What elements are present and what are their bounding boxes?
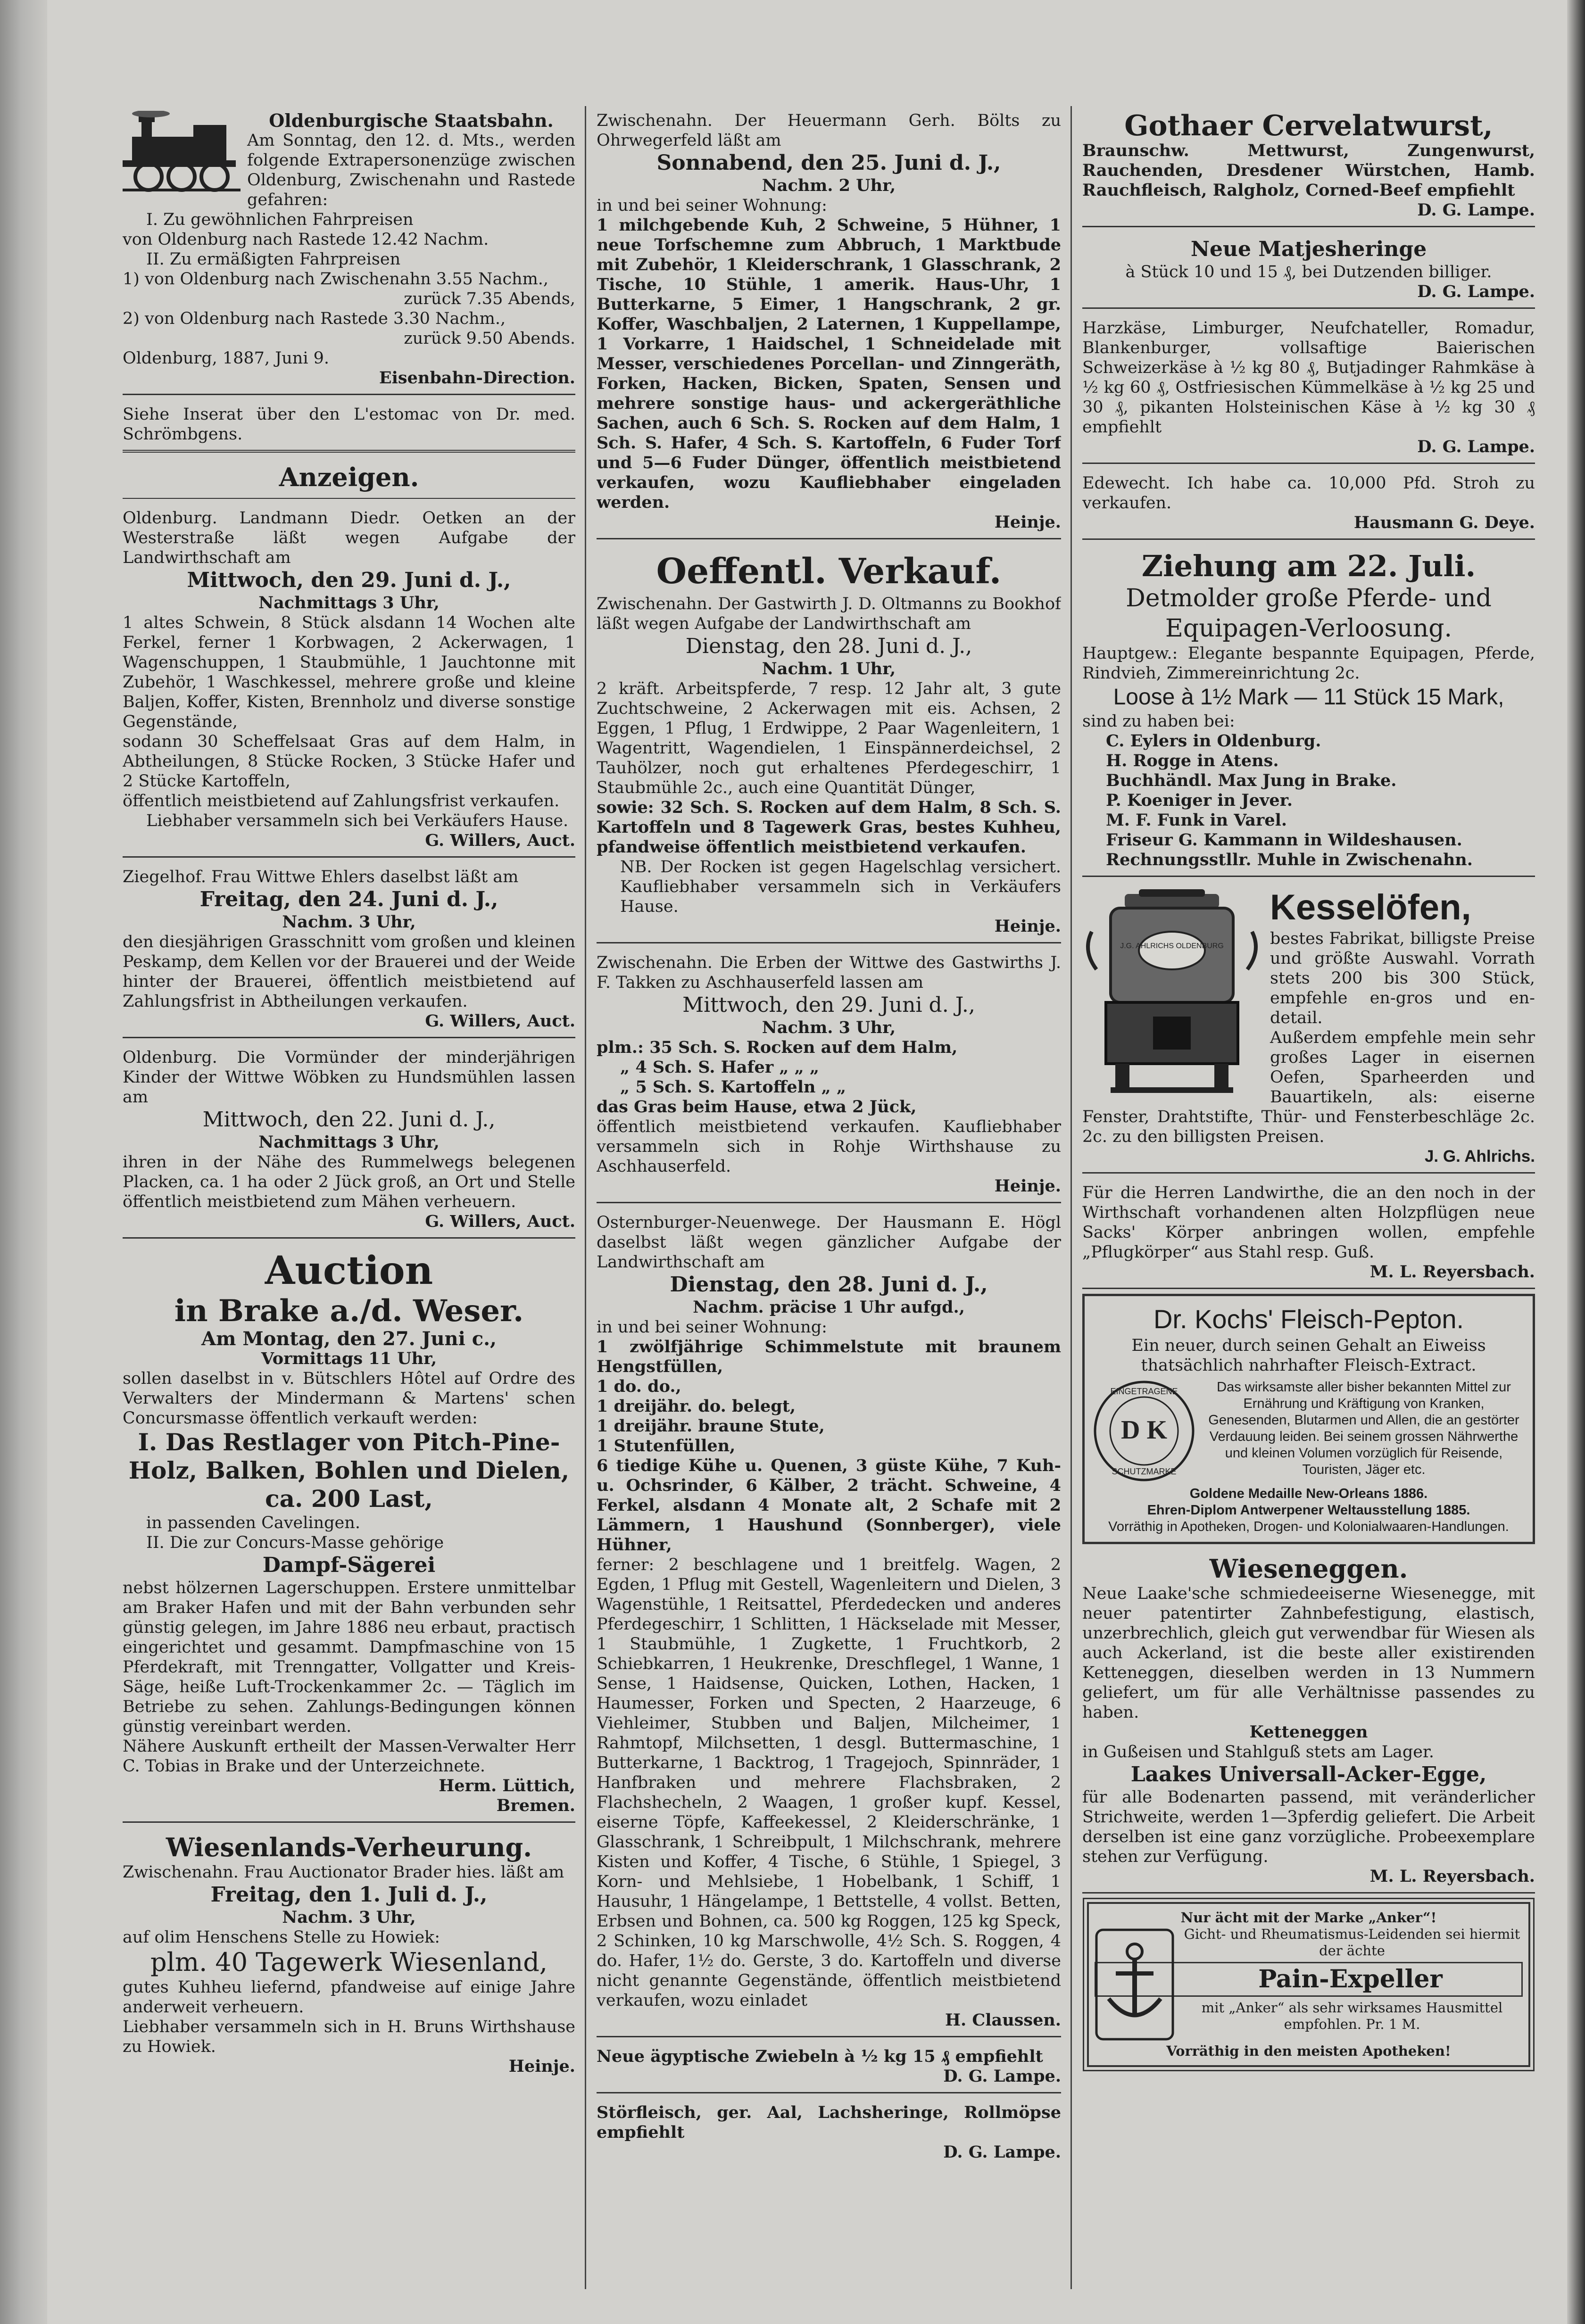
- ad-text: sodann 30 Scheffelsaat Gras auf dem Halm, in Abtheilungen, 8 Stücke Rocken, 3 Stücke Hafer und 2 Stücke Kartoffeln,: [123, 732, 575, 791]
- ad-signature: D. G. Lampe.: [943, 2142, 1061, 2162]
- ad-text: in passenden Cavelingen.: [146, 1513, 360, 1532]
- seal-top-text: EINGETRAGENE: [1110, 1387, 1178, 1396]
- ad-title: Kesselöfen,: [1270, 887, 1471, 927]
- ad-text: in und bei seiner Wohnung:: [597, 196, 827, 215]
- ad-signature: Hausmann G. Deye.: [1353, 513, 1535, 532]
- ad-text: „ 5 Sch. S. Kartoffeln „ „: [620, 1077, 846, 1097]
- ad-kesseloefen: [1082, 882, 1535, 1174]
- ad-text: von Oldenburg nach Rastede 12.42 Nachm.: [123, 230, 489, 249]
- ad-text: ihren in der Nähe des Rummelwegs belegenen Placken, ca. 1 ha oder 2 Jück groß, an Ort und Stelle öffentlich meistbietend zum Mähen verheuern.: [123, 1153, 575, 1211]
- ad-text: zurück 9.50 Abends.: [404, 329, 575, 348]
- ad-hoegl: [597, 1208, 1061, 2037]
- trademark-seal-icon: [1092, 1379, 1196, 1483]
- ad-text: Außerdem empfehle mein sehr großes Lager in eisernen Oefen, Sparheerden und Bauartikeln, als: eiserne Fenster, Drahtstifte, Thür- und Fensterbeschläge 2c. 2c. zu den billigsten Preisen.: [1082, 1028, 1535, 1146]
- ad-text: I. Zu gewöhnlichen Fahrpreisen: [146, 210, 414, 229]
- ad-subtitle: in Brake a./d. Weser.: [174, 1293, 524, 1329]
- ad-signature: G. Willers, Auct.: [425, 831, 575, 850]
- ad-text: Siehe Inserat über den L'estomac von Dr. med. Schrömbgens.: [123, 405, 575, 444]
- ad-stroh: [1082, 469, 1535, 540]
- column-rule: [1070, 106, 1072, 2289]
- column-rule: [585, 106, 586, 2289]
- ad-text: Zwischenahn. Die Erben der Wittwe des Gastwirths J. F. Takken zu Aschhauserfeld lassen am: [597, 953, 1061, 992]
- ad-signature: Herm. Lüttich,: [439, 1776, 575, 1795]
- ad-signature: D. G. Lampe.: [1417, 200, 1535, 220]
- ad-award: Ehren-Diplom Antwerpener Weltausstellung 1885.: [1147, 1503, 1470, 1518]
- ad-auction-brake: [123, 1243, 575, 1823]
- ad-signature: M. L. Reyersbach.: [1369, 1867, 1535, 1886]
- ad-time: Nachmittags 3 Uhr,: [258, 593, 440, 612]
- ad-text: Ziegelhof. Frau Wittwe Ehlers daselbst läßt am: [123, 868, 519, 886]
- ad-text: öffentlich meistbietend verkaufen. Kaufliebhaber versammeln sich in Rohje Wirthshause zu Aschhauserfeld.: [597, 1117, 1061, 1176]
- stove-illustration: [1082, 889, 1261, 1097]
- ad-text: 1 do. do.,: [597, 1377, 681, 1396]
- ad-text: Liebhaber versammeln sich in H. Bruns Wirthshause zu Howiek.: [123, 2018, 575, 2056]
- ad-signature: D. G. Lampe.: [1417, 437, 1535, 456]
- ad-text: II. Die zur Concurs-Masse gehörige: [146, 1533, 444, 1552]
- ad-text: Zwischenahn. Der Gastwirth J. D. Oltmanns zu Bookhof läßt wegen Aufgabe der Landwirthschaft am: [597, 595, 1061, 633]
- ad-title: Wieseneggen.: [1209, 1554, 1408, 1584]
- ad-text: Hauptgew.: Elegante bespannte Equipagen, Pferde, Rindvieh, Zimmereinrichtung 2c.: [1082, 644, 1535, 683]
- ad-title: Ziehung am 22. Juli.: [1141, 549, 1476, 583]
- book-binding: [0, 0, 47, 2324]
- vendor-item: Rechnungsstllr. Muhle in Zwischenahn.: [1106, 850, 1473, 869]
- ad-subtitle: Ketteneggen: [1249, 1722, 1368, 1742]
- ad-stoerfleisch: [597, 2098, 1061, 2168]
- ad-pain-expeller: [1087, 1902, 1530, 2067]
- vendor-item: Buchhändl. Max Jung in Brake.: [1106, 771, 1397, 790]
- ad-text: Nähere Auskunft ertheilt der Massen-Verwalter Herr C. Tobias in Brake und der Unterzeichnete.: [123, 1737, 575, 1776]
- vendor-item: M. F. Funk in Varel.: [1106, 811, 1287, 830]
- ad-date: Sonnabend, den 25. Juni d. J.,: [656, 151, 1001, 175]
- ad-zwiebeln: [597, 2042, 1061, 2093]
- ad-time: Nachm. präcise 1 Uhr aufgd.,: [693, 1298, 965, 1317]
- ad-date: Dienstag, den 28. Juni d. J.,: [685, 634, 972, 658]
- ad-signature: Heinje.: [508, 2057, 575, 2076]
- ad-text: 1 dreijähr. braune Stute,: [597, 1416, 825, 1436]
- stove-plate-text: J.G. AHLRICHS OLDENBURG: [1120, 942, 1224, 950]
- ad-signature: M. L. Reyersbach.: [1369, 1262, 1535, 1282]
- ad-text: das Gras beim Hause, etwa 2 Jück,: [597, 1097, 917, 1117]
- ad-text: nebst hölzernen Lagerschuppen. Erstere unmittelbar am Braker Hafen und mit der Bahn verbunden sehr günstig gelegen, im Jahre 1886 neu erbaut, practisch eingerichtet und gesammt. Dampfmaschine von 15 Pferdekraft, mit Trenngatter, Vollgatter und Kreis-Säge, heiße Luft-Trockenkammer 2c. — Täglich im Betriebe zu sehen. Zahlungs-Bedingungen können günstig vereinbart werden.: [123, 1579, 575, 1736]
- ad-date: Freitag, den 24. Juni d. J.,: [199, 887, 498, 911]
- ad-oeffentl-verkauf: [597, 544, 1061, 943]
- ad-matjes: [1082, 232, 1535, 309]
- ad-header: Nur ächt mit der Marke „Anker“!: [1180, 1910, 1437, 1926]
- ad-item: I. Das Restlager von Pitch-Pine-Holz, Balken, Bohlen und Dielen, ca. 200 Last,: [128, 1428, 570, 1513]
- ad-text: Edewecht. Ich habe ca. 10,000 Pfd. Stroh zu verkaufen.: [1082, 474, 1535, 513]
- ad-text: Zwischenahn. Frau Auctionator Brader hies. läßt am: [123, 1863, 564, 1882]
- ad-text: Ein neuer, durch seinen Gehalt an Eiweiss thatsächlich nahrhafter Fleisch-Extract.: [1131, 1336, 1486, 1375]
- ad-text: den diesjährigen Grasschnitt vom großen und kleinen Peskamp, dem Kellen vor der Brauerei und der Weide hinter der Brauerei, öffentlich meistbietend auf Zahlungsfrist in Abtheilungen verkaufen.: [123, 933, 575, 1011]
- ad-title: Auction: [265, 1248, 433, 1293]
- ad-woebken: [123, 1043, 575, 1239]
- ad-text: für alle Bodenarten passend, mit veränderlicher Strichweite, werden 1—3pferdig geliefert. Die Arbeit derselben ist eine ganz vorzügliche. Probeexemplare stehen zur Verfügung.: [1082, 1788, 1535, 1866]
- ad-subtitle: Equipagen-Verloosung.: [1165, 614, 1452, 643]
- ad-text: „ 4 Sch. S. Hafer „ „ „: [620, 1058, 820, 1077]
- page-edge: [1567, 0, 1585, 2324]
- ad-text: Störfleisch, ger. Aal, Lachsheringe, Rollmöpse empfiehlt: [597, 2103, 1061, 2142]
- ad-text: öffentlich meistbietend auf Zahlungsfrist verkaufen.: [123, 792, 560, 811]
- column-left: [123, 106, 575, 2289]
- ad-title: Oeffentl. Verkauf.: [656, 551, 1002, 592]
- ad-text: 2) von Oldenburg nach Rastede 3.30 Nachm.,: [123, 309, 506, 328]
- ad-estomac: [123, 400, 575, 453]
- ad-date: Mittwoch, den 29. Juni d. J.,: [682, 993, 975, 1017]
- ad-text: Gicht- und Rheumatismus-Leidenden sei hiermit der ächte: [1184, 1926, 1520, 1959]
- ad-time: Nachm. 1 Uhr,: [762, 659, 896, 678]
- ad-text: Harzkäse, Limburger, Neufchateller, Romadur, Blankenburger, vollsaftige Baierischen Schweizerkäse à ½ kg 80 ₰, Butjadinger Rahmkäse à ½ kg 60 ₰, Ostfriesischen Kümmelkäse à ½ kg 25 und 30 ₰, pikanten Holsteinischen Käse à ½ kg 30 ₰ empfiehlt: [1082, 319, 1535, 437]
- seal-bottom-text: SCHUTZMARKE: [1112, 1467, 1177, 1476]
- ad-text: Braunschw. Mettwurst, Zungenwurst, Rauchenden, Dresdener Würstchen, Hamb. Rauchfleisch, Ralgholz, Corned-Beef empfiehlt: [1082, 141, 1535, 200]
- ad-text: 1 altes Schwein, 8 Stück alsdann 14 Wochen alte Ferkel, ferner 1 Korbwagen, 2 Ackerwagen, 1 Wagenschuppen, 1 Staubmühle, 1 Jauchtonne mit Zubehör, 1 Waschkessel, mehrere große und kleine Baljen, Koffer, Kisten, Brennholz und diverse sonstige Gegenstände,: [123, 613, 575, 731]
- ad-kaese: [1082, 314, 1535, 464]
- ad-text: sind zu haben bei:: [1082, 712, 1235, 731]
- ad-time: Nachm. 3 Uhr,: [282, 912, 416, 932]
- ad-text: 1 dreijähr. do. belegt,: [597, 1397, 796, 1416]
- vendor-item: Friseur G. Kammann in Wildeshausen.: [1106, 830, 1462, 850]
- vendor-item: C. Eylers in Oldenburg.: [1106, 731, 1321, 751]
- ad-text: sowie: 32 Sch. S. Rocken auf dem Halm, 8 Sch. S. Kartoffeln und 8 Tagewerk Gras, bestes Kuhheu, pfandweise öffentlich meistbietend verkaufen.: [597, 798, 1061, 857]
- ad-signature: Bremen.: [496, 1796, 575, 1815]
- ad-signature: J. G. Ahlrichs.: [1424, 1147, 1535, 1166]
- ad-date: Mittwoch, den 22. Juni d. J.,: [202, 1108, 496, 1132]
- ad-wieseneggen: [1082, 1549, 1535, 1894]
- ad-signature: D. G. Lampe.: [1417, 282, 1535, 301]
- ad-takken: [597, 948, 1061, 1203]
- ad-wiesenlands: [123, 1828, 575, 2082]
- ad-signature: Heinje.: [994, 513, 1061, 532]
- seal-letters: D K: [1121, 1415, 1167, 1445]
- ad-text: gutes Kuhheu liefernd, pfandweise auf einige Jahre anderweit verheuern.: [123, 1978, 575, 2017]
- ad-text: Oldenburg. Die Vormünder der minderjährigen Kinder der Wittwe Wöbken zu Hundsmühlen lassen am: [123, 1048, 575, 1107]
- ad-date: Am Montag, den 27. Juni c.,: [201, 1328, 497, 1350]
- ad-signature: Heinje.: [994, 917, 1061, 936]
- ad-date: Oldenburg, 1887, Juni 9.: [123, 349, 330, 368]
- ad-signature: Heinje.: [994, 1176, 1061, 1196]
- ad-text: Vorräthig in Apotheken, Drogen- und Kolonialwaaren-Handlungen.: [1108, 1519, 1509, 1534]
- ad-text: Oldenburg. Landmann Diedr. Oetken an der Westerstraße läßt wegen Aufgabe der Landwirthschaft am: [123, 509, 575, 567]
- ad-text: sollen daselbst in v. Bütschlers Hôtel auf Ordre des Verwalters der Mindermann & Martens' schen Concursmasse öffentlich verkauft werden:: [123, 1369, 575, 1428]
- ad-date: Mittwoch, den 29. Juni d. J.,: [187, 568, 511, 592]
- ad-staatsbahn: [123, 106, 575, 395]
- ad-gothaer: [1082, 106, 1535, 227]
- ad-title: Dr. Kochs' Fleisch-Pepton.: [1153, 1304, 1464, 1334]
- ad-signature: G. Willers, Auct.: [425, 1011, 575, 1031]
- ad-text: in Gußeisen und Stahlguß stets am Lager.: [1082, 1743, 1435, 1762]
- ad-text: Für die Herren Landwirthe, die an den noch in der Wirthschaft vorhandenen alten Holzpflügen neue Sacks' Körper anbringen wollen, empfehle „Pflugkörper“ aus Stahl resp. Guß.: [1082, 1183, 1535, 1262]
- ad-text: mit „Anker“ als sehr wirksames Hausmittel empfohlen. Pr. 1 M.: [1201, 2000, 1503, 2032]
- ad-kochs-pepton: [1082, 1294, 1535, 1544]
- section-anzeigen: [123, 457, 575, 499]
- ad-text: Neue ägyptische Zwiebeln à ½ kg 15 ₰ empfiehlt: [597, 2047, 1043, 2066]
- ad-time: Nachm. 3 Uhr,: [762, 1018, 896, 1037]
- ad-text: Liebhaber versammeln sich bei Verkäufers Hause.: [146, 811, 569, 830]
- ad-text: 1 milchgebende Kuh, 2 Schweine, 5 Hühner, 1 neue Torfschemne zum Abbruch, 1 Marktbude mit Zubehör, 1 Kleiderschrank, 1 Glasschrank, 2 Tische, 10 Stühle, 1 amerik. Haus-Uhr, 1 Butterkarne, 5 Eimer, 1 Hangschrank, 2 gr. Koffer, Waschbaljen, 2 Laternen, 1 Kuppellampe, 1 Vorkarre, 1 Haidschel, 1 Schneidelade mit Messer, verschiedenes Porcellan- und Zinngeräth, Forken, Hacken, Bicken, Spaten, Sensen und mehrere sonstige haus- und ackergeräthliche Sachen, auch 6 Sch. S. Rocken auf dem Halm, 1 Sch. S. Hafer, 4 Sch. S. Kartoffeln, 6 Fuder Torf und 5—6 Fuder Dünger, öffentlich meistbietend verkaufen, wozu Kaufliebhaber eingeladen werden.: [597, 215, 1061, 512]
- ad-date: Dienstag, den 28. Juni d. J.,: [670, 1273, 988, 1297]
- ad-text: Zwischenahn. Der Heuermann Gerh. Bölts zu Ohrwegerfeld läßt am: [597, 111, 1061, 150]
- ad-subtitle: Laakes Universall-Acker-Egge,: [1130, 1762, 1487, 1786]
- ad-text: 1 zwölfjährige Schimmelstute mit braunem Hengstfüllen,: [597, 1337, 1061, 1376]
- ad-ziehung: [1082, 545, 1535, 877]
- column-middle: [597, 106, 1061, 2289]
- section-title: Anzeigen.: [279, 462, 419, 492]
- ad-text: in und bei seiner Wohnung:: [597, 1318, 827, 1337]
- ad-title: Oldenburgische Staatsbahn.: [269, 110, 554, 131]
- ad-sacks: [1082, 1178, 1535, 1289]
- ad-text: plm.: 35 Sch. S. Rocken auf dem Halm,: [597, 1038, 958, 1057]
- ad-text: 6 tiedige Kühe u. Quenen, 3 güste Kühe, 7 Kuh- u. Ochsrinder, 6 Kälber, 2 trächt. Schweine, 4 Ferkel, alsdann 4 Monate alt, 2 Schafe mit 2 Lämmern, 1 Haushund (Sonnberger), viele Hühner,: [597, 1456, 1061, 1555]
- ad-time: Nachmittags 3 Uhr,: [258, 1133, 440, 1152]
- column-right: [1082, 106, 1535, 2289]
- ad-text: 1) von Oldenburg nach Zwischenahn 3.55 Nachm.,: [123, 270, 549, 289]
- ad-signature: D. G. Lampe.: [943, 2067, 1061, 2086]
- ad-text: bestes Fabrikat, billigste Preise und größte Auswahl. Vorrath stets 200 bis 300 Stück, empfehle en-gros und en-detail.: [1270, 929, 1535, 1027]
- ad-title: Gothaer Cervelatwurst,: [1124, 109, 1493, 142]
- ad-footer: Vorräthig in den meisten Apotheken!: [1166, 2043, 1451, 2059]
- ad-text: Osternburger-Neuenwege. Der Hausmann E. Högl daselbst läßt wegen gänzlicher Aufgabe der Landwirthschaft am: [597, 1213, 1061, 1272]
- ad-time: Vormittags 11 Uhr,: [261, 1349, 437, 1368]
- ad-text: Das wirksamste aller bisher bekannten Mittel zur Ernährung und Kräftigung von Kranken, Genesenden, Blutarmen und Allen, die an gestörter Verdauung leiden. Bei seinem grossen Nährwerthe und kleinen Volumen vorzüglich für Reisende, Touristen, Jäger etc.: [1208, 1380, 1519, 1477]
- locomotive-icon: [123, 111, 241, 193]
- brand-name: Pain-Expeller: [1095, 1962, 1523, 1997]
- vendor-item: H. Rogge in Atens.: [1106, 751, 1279, 770]
- ad-signature: H. Claussen.: [945, 2010, 1061, 2030]
- ad-date: Freitag, den 1. Juli d. J.,: [210, 1883, 488, 1907]
- ad-text: NB. Der Rocken ist gegen Hagelschlag versichert. Kaufliebhaber versammeln sich in Verkäufers Hause.: [620, 858, 1061, 916]
- ad-title: Wiesenlands-Verheurung.: [166, 1832, 532, 1862]
- ad-text: Am Sonntag, den 12. d. Mts., werden folgende Extrapersonenzüge zwischen Oldenburg, Zwischenahn und Rastede gefahren:: [247, 131, 575, 209]
- ad-time: Nachm. 2 Uhr,: [762, 176, 896, 195]
- ad-award: Goldene Medaille New-Orleans 1886.: [1189, 1486, 1428, 1501]
- ad-price: Loose à 1½ Mark — 11 Stück 15 Mark,: [1113, 685, 1504, 710]
- ad-text: ferner: 2 beschlagene und 1 breitfelg. Wagen, 2 Egden, 1 Pflug mit Gestell, Wagenleitern und Dielen, 3 Wagenstühle, 1 Reitsattel, Pferdedecken und anderes Pferdegeschirr, 1 Schlitten, 1 Häckselade mit Messer, 1 Staubmühle, 1 Zugkette, 1 Fruchtkorb, 2 Schiebkarren, 1 Heukrenke, Dreschflegel, 1 Wanne, 1 Sense, 1 Haidsense, Quicken, Lothen, Hacken, 1 Haumesser, Forken und Specten, 2 Haarzeuge, 6 Viehleimer, Stubben und Baljen, Milcheimer, 1 Rahmtopf, Milchsetten, 1 desgl. Buttermaschine, 1 Butterkarne, 1 Backtrog, 1 Tragejoch, Spinnräder, 1 Hanfbraken und mehrere Flachsbraken, 2 Flachshecheln, 2 Waagen, 1 großer kupf. Kessel, eiserne Töpfe, Kaffeekessel, 2 Kleiderschränke, 1 Glasschrank, 1 Schreibpult, 1 Milchschrank, mehrere Kisten und Koffer, 4 Tische, 6 Stühle, 1 Spiegel, 3 Korn- und Mehlsiebe, 1 Hobelbank, 1 Schiff, 1 Hausuhr, 1 Hängelampe, 1 Bettstelle, 4 vollst. Betten, Erbsen und Bohnen, ca. 500 kg Roggen, 125 kg Speck, 2 Schinken, 10 kg Marschwolle, 4½ Sch. S. Roggen, 4 do. Hafer, 1½ do. Gerste, 3 do. Kartoffeln und diverse nicht genannte Gegenstände, öffentlich meistbietend verkaufen, wozu einladet: [597, 1555, 1061, 2010]
- ad-text: 2 kräft. Arbeitspferde, 7 resp. 12 Jahr alt, 3 gute Zuchtschweine, 2 Ackerwagen mit eis. Achsen, 2 Eggen, 1 Pflug, 1 Erdwippe, 2 Paar Wagenleitern, 1 Wagentritt, Wagendielen, 1 Einspännerdeichsel, 2 Tauhölzer, noch gut erhaltenes Pferdegeschirr, 1 Staubmühle 2c., auch eine Quantität Dünger,: [597, 679, 1061, 797]
- ad-text: II. Zu ermäßigten Fahrpreisen: [146, 250, 401, 269]
- anchor-icon: [1095, 1928, 1175, 2041]
- ad-boelts: [597, 106, 1061, 539]
- ad-text: Neue Laake'sche schmiedeeiserne Wiesenegge, mit neuer patentirter Zahnbefestigung, elastisch, unzerbrechlich, gleich gut verwendbar für Wiesen als auch Ackerland, ist die beste aller existirenden Ketteneggen, dieselben werden in 13 Nummern geliefert, um für alle Verhältnisse passendes zu haben.: [1082, 1584, 1535, 1722]
- ad-item: Dampf-Sägerei: [262, 1553, 436, 1577]
- vendor-item: P. Koeniger in Jever.: [1106, 791, 1293, 810]
- ad-text: à Stück 10 und 15 ₰, bei Dutzenden billiger.: [1125, 263, 1492, 281]
- ad-title: Neue Matjesheringe: [1190, 237, 1427, 261]
- ad-text: zurück 7.35 Abends,: [404, 289, 575, 308]
- ad-signature: Eisenbahn-Direction.: [379, 368, 575, 388]
- ad-time: Nachm. 3 Uhr,: [282, 1908, 416, 1927]
- ad-text: auf olim Henschens Stelle zu Howiek:: [123, 1928, 440, 1947]
- ad-item: plm. 40 Tagewerk Wiesenland,: [150, 1947, 548, 1977]
- ad-oetken: [123, 504, 575, 858]
- ad-subtitle: Detmolder große Pferde- und: [1126, 584, 1492, 612]
- ad-signature: G. Willers, Auct.: [425, 1212, 575, 1231]
- ad-text: 1 Stutenfüllen,: [597, 1436, 736, 1456]
- ad-ziegelhof: [123, 862, 575, 1038]
